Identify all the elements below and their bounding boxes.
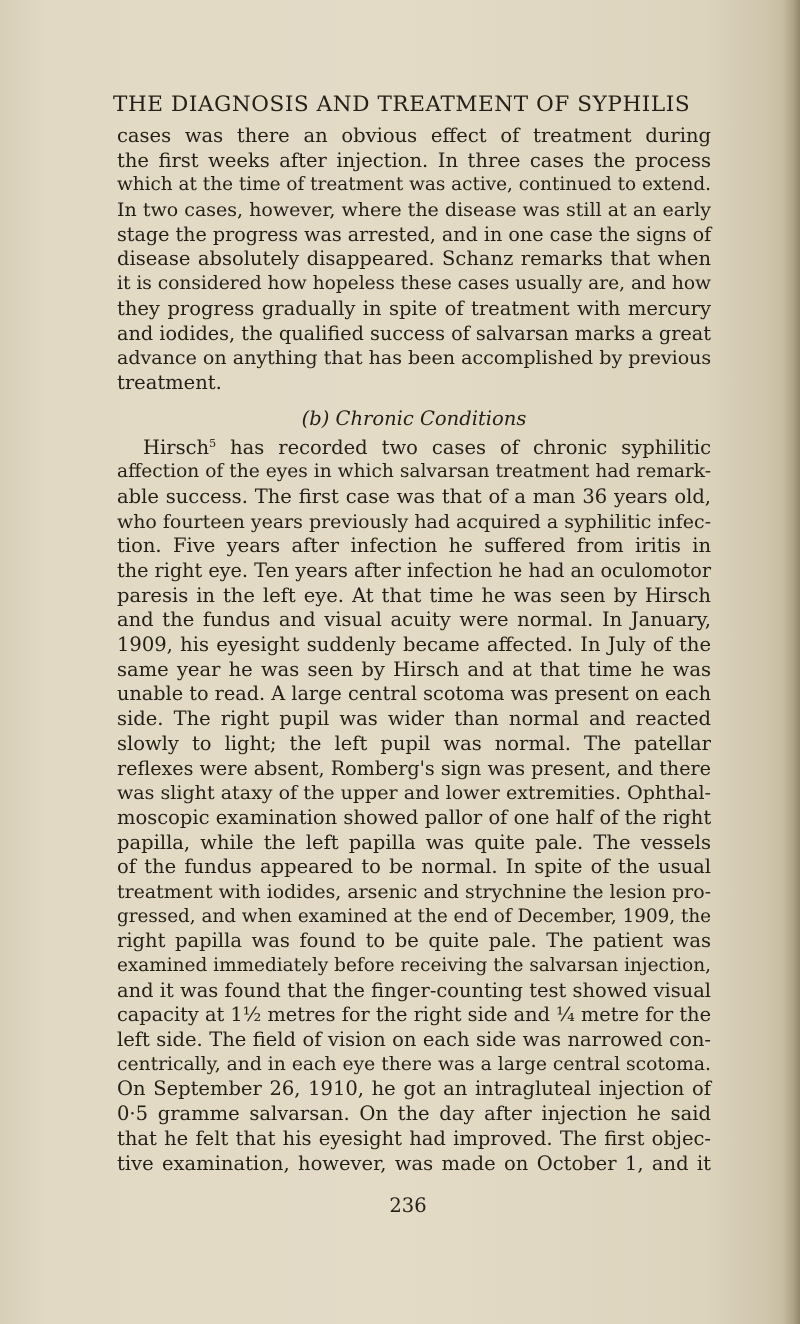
text-line: In two cases, however, where the disease was still at an early (117, 199, 711, 222)
text-line (117, 436, 711, 461)
text-line: 1909, his eyesight suddenly became affected. In July of the (117, 633, 711, 657)
text-line: gressed, and when examined at the end of December, 1909, the (117, 905, 711, 927)
text-line: paresis in the left eye. At that time he was seen by Hirsch (117, 583, 711, 607)
text-line: tion. Five years after infection he suffered from iritis in (117, 534, 711, 558)
text-line: unable to read. A large central scotoma was present on each (117, 682, 711, 706)
text-line: and iodides, the qualified success of salvarsan marks a great (117, 321, 711, 345)
text-line: of the fundus appeared to be normal. In spite of the usual (117, 855, 711, 879)
footnote-reference: 5 (209, 436, 217, 450)
text-line: and the fundus and visual acuity were normal. In January, (117, 608, 711, 632)
text-line: affection of the eyes in which salvarsan treatment had remark- (117, 461, 711, 483)
text-line: slowly to light; the left pupil was normal. The patellar (117, 731, 711, 755)
text-line: the right eye. Ten years after infection he had an oculomotor (117, 559, 711, 582)
text-line: advance on anything that has been accomplished by previous (117, 347, 712, 370)
text-line: same year he was seen by Hirsch and at that time he was (117, 657, 711, 681)
text-line: treatment. (117, 370, 222, 394)
text-line: centrically, and in each eye there was a large central scotoma. (117, 1053, 711, 1075)
running-head: THE DIAGNOSIS AND TREATMENT OF SYPHILIS (113, 92, 691, 117)
page-edge-shadow (782, 0, 800, 1324)
text-line: was slight ataxy of the upper and lower extremities. Ophthal- (117, 782, 711, 805)
text-line: reflexes were absent, Romberg's sign was present, and there (117, 756, 711, 780)
text-line: able success. The first case was that of a man 36 years old, (117, 484, 711, 508)
text-line: tive examination, however, was made on October 1, and it (117, 1151, 711, 1175)
text-line: On September 26, 1910, he got an intragluteal injection of (117, 1077, 711, 1101)
section-heading: (b) Chronic Conditions (301, 406, 527, 430)
text-line: and it was found that the finger-counting test showed visual (117, 978, 711, 1002)
text-line: examined immediately before receiving the salvarsan injection, (117, 955, 711, 976)
text-line: disease absolutely disappeared. Schanz remarks that when (117, 247, 711, 271)
text-run: has recorded two cases of chronic syphilitic (216, 435, 711, 459)
text-line: side. The right pupil was wider than normal and reacted (117, 707, 711, 731)
paragraph-2 (117, 436, 711, 1177)
page-number: 236 (389, 1194, 427, 1217)
text-line: the first weeks after injection. In three cases the process (117, 148, 711, 172)
text-line: cases was there an obvious effect of treatment during (117, 124, 711, 147)
text-line: moscopic examination showed pallor of one half of the right (117, 805, 712, 829)
text-line: it is considered how hopeless these cases usually are, and how (117, 273, 711, 295)
text-line: left side. The field of vision on each side was narrowed con- (117, 1028, 711, 1052)
author-name: Hirsch (143, 435, 210, 459)
text-line: who fourteen years previously had acquired a syphilitic infec- (117, 510, 711, 533)
text-line: that he felt that his eyesight had improved. The first objec- (117, 1126, 711, 1150)
text-line: they progress gradually in spite of treatment with mercury (117, 296, 711, 320)
text-line: right papilla was found to be quite pale. The patient was (117, 929, 711, 953)
text-line: which at the time of treatment was active, continued to extend. (117, 174, 711, 196)
text-line: 0·5 gramme salvarsan. On the day after injection he said (117, 1102, 711, 1126)
text-line: treatment with iodides, arsenic and strychnine the lesion pro- (117, 880, 711, 903)
body-text (117, 124, 711, 1176)
text-line: stage the progress was arrested, and in one case the signs of (117, 222, 712, 246)
text-line: capacity at 1½ metres for the right side and ¼ metre for the (117, 1003, 711, 1027)
text-line: papilla, while the left papilla was quite pale. The vessels (117, 830, 711, 854)
paragraph-1 (117, 124, 711, 396)
